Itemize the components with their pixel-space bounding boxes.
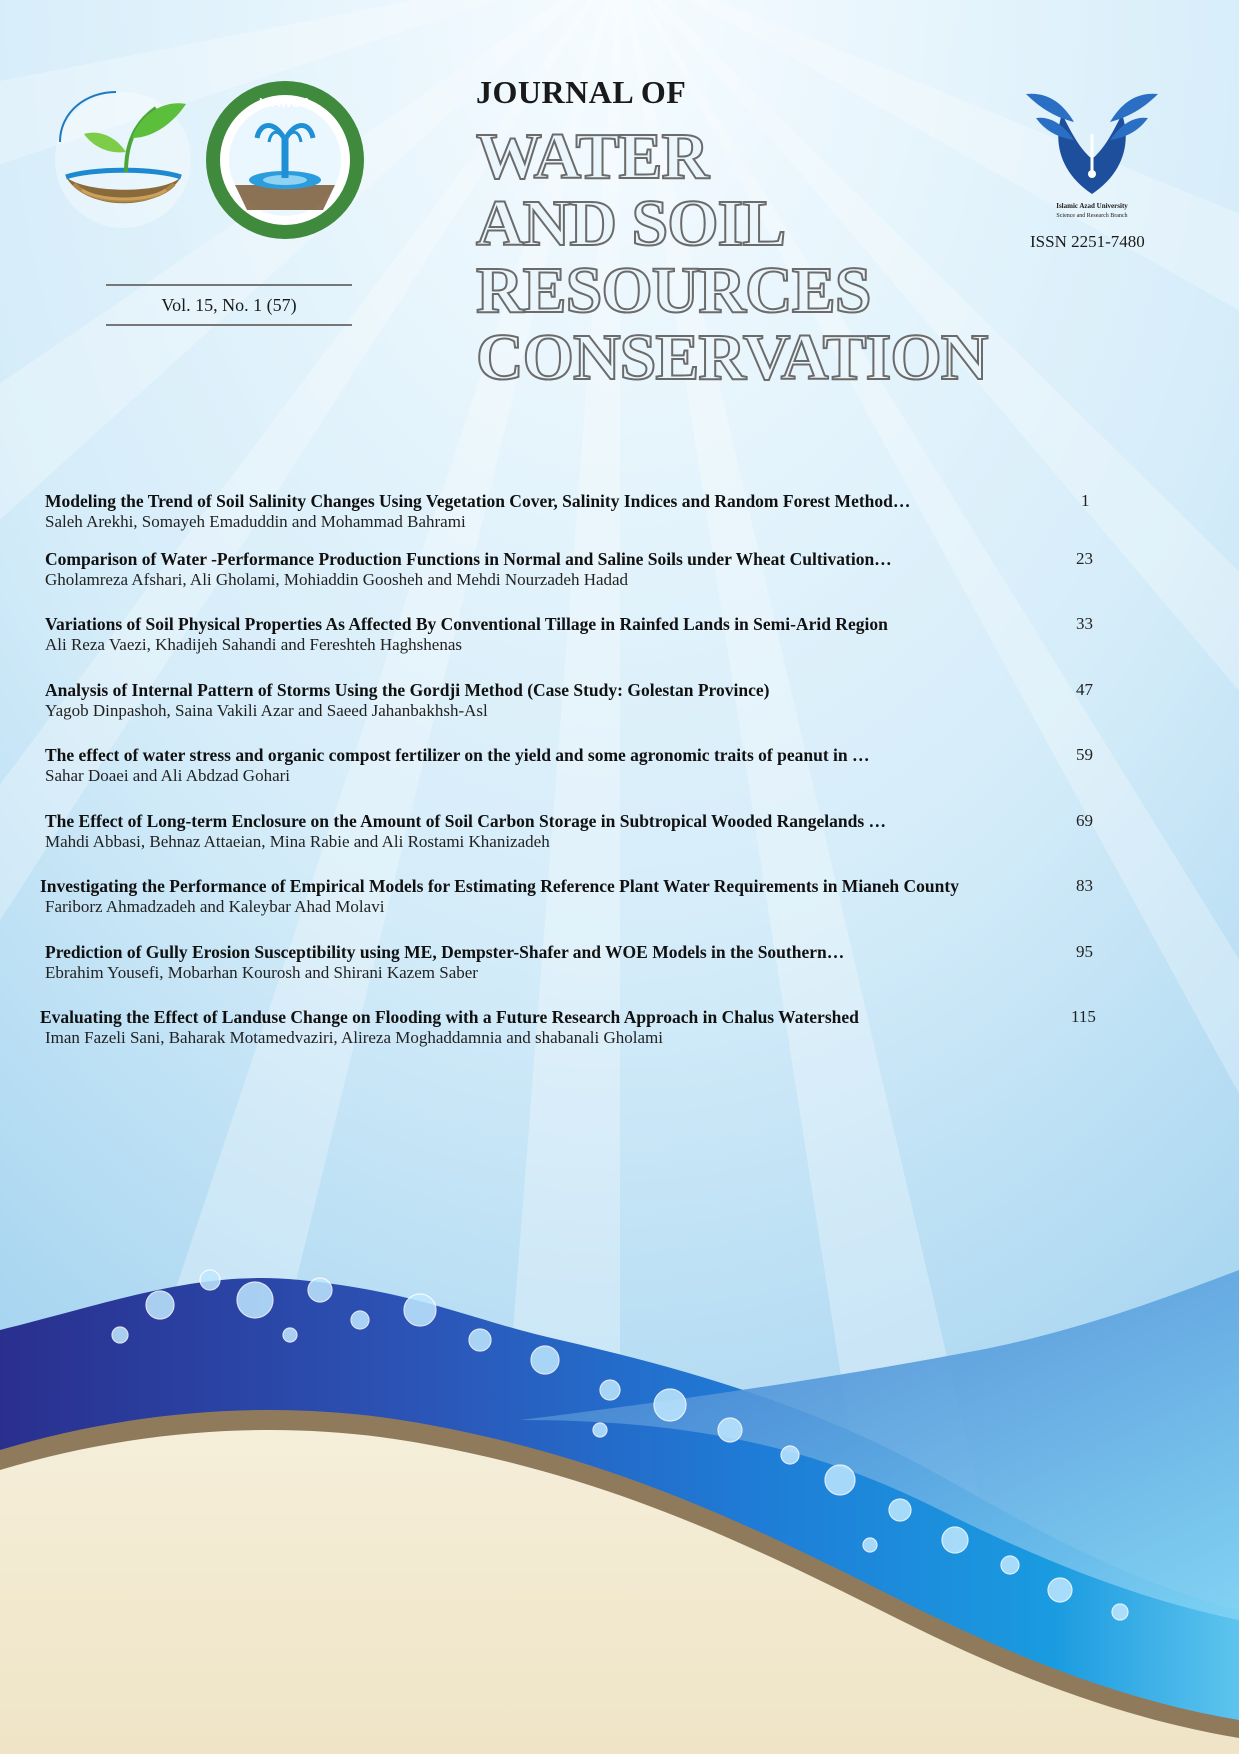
article-title: Prediction of Gully Erosion Susceptibility using ME, Dempster-Shafer and WOE Models in the Southern… [45,942,845,962]
journal-title-line-1: WATER [476,120,709,193]
article-page: 47 [1076,680,1093,699]
article-page: 95 [1076,942,1093,961]
article-title: Evaluating the Effect of Landuse Change on Flooding with a Future Research Approach in Chalus Watershed [40,1007,859,1027]
article-page: 33 [1076,614,1093,633]
article-authors: Ebrahim Yousefi, Mobarhan Kourosh and Shirani Kazem Saber [45,963,478,982]
article-title: The effect of water stress and organic compost fertilizer on the yield and some agronomic traits of peanut in … [45,745,870,765]
article-title: The Effect of Long-term Enclosure on the Amount of Soil Carbon Storage in Subtropical Wooded Rangelands … [45,811,887,831]
article-authors: Yagob Dinpashoh, Saina Vakili Azar and Saeed Jahanbakhsh-Asl [45,701,488,720]
isawda-name: ISAWDA [259,95,311,110]
journal-title-line-2: AND SOIL [476,187,786,260]
article-title: Analysis of Internal Pattern of Storms Using the Gordji Method (Case Study: Golestan Province) [45,680,770,700]
iau-caption-line1: Islamic Azad University [1056,202,1128,210]
article-title: Comparison of Water -Performance Production Functions in Normal and Saline Soils under Wheat Cultivation… [45,549,892,569]
article-authors: Fariborz Ahmadzadeh and Kaleybar Ahad Molavi [45,897,385,916]
article-authors: Gholamreza Afshari, Ali Gholami, Mohiaddin Goosheh and Mehdi Nourzadeh Hadad [45,570,629,589]
journal-prefix: JOURNAL OF [476,74,687,110]
article-page: 83 [1076,876,1093,895]
article-page: 59 [1076,745,1093,764]
article-page: 1 [1081,491,1090,510]
article-page: 115 [1071,1007,1096,1026]
article-authors: Ali Reza Vaezi, Khadijeh Sahandi and Fereshteh Haghshenas [45,635,463,654]
volume-label: Vol. 15, No. 1 (57) [161,295,297,315]
article-authors: Saleh Arekhi, Somayeh Emaduddin and Mohammad Bahrami [45,512,466,531]
article-title: Investigating the Performance of Empirical Models for Estimating Reference Plant Water Requirements in Mianeh County [40,876,959,896]
issn: ISSN 2251-7480 [1030,232,1145,251]
iau-caption-line2: Science and Research Branch [1056,213,1128,219]
journal-title-line-3: RESOURCES [476,254,871,327]
article-title: Modeling the Trend of Soil Salinity Changes Using Vegetation Cover, Salinity Indices and Random Forest Method… [45,491,911,511]
article-title: Variations of Soil Physical Properties As Affected By Conventional Tillage in Rainfed Lands in Semi-Arid Region [45,614,888,634]
article-page: 23 [1076,549,1093,568]
article-page: 69 [1076,811,1093,830]
article-authors: Mahdi Abbasi, Behnaz Attaeian, Mina Rabie and Ali Rostami Khanizadeh [45,832,550,851]
article-authors: Iman Fazeli Sani, Baharak Motamedvaziri, Alireza Moghaddamnia and shabanali Gholami [45,1028,663,1047]
article-authors: Sahar Doaei and Ali Abdzad Gohari [45,766,291,785]
journal-title-line-4: CONSERVATION [476,321,988,394]
